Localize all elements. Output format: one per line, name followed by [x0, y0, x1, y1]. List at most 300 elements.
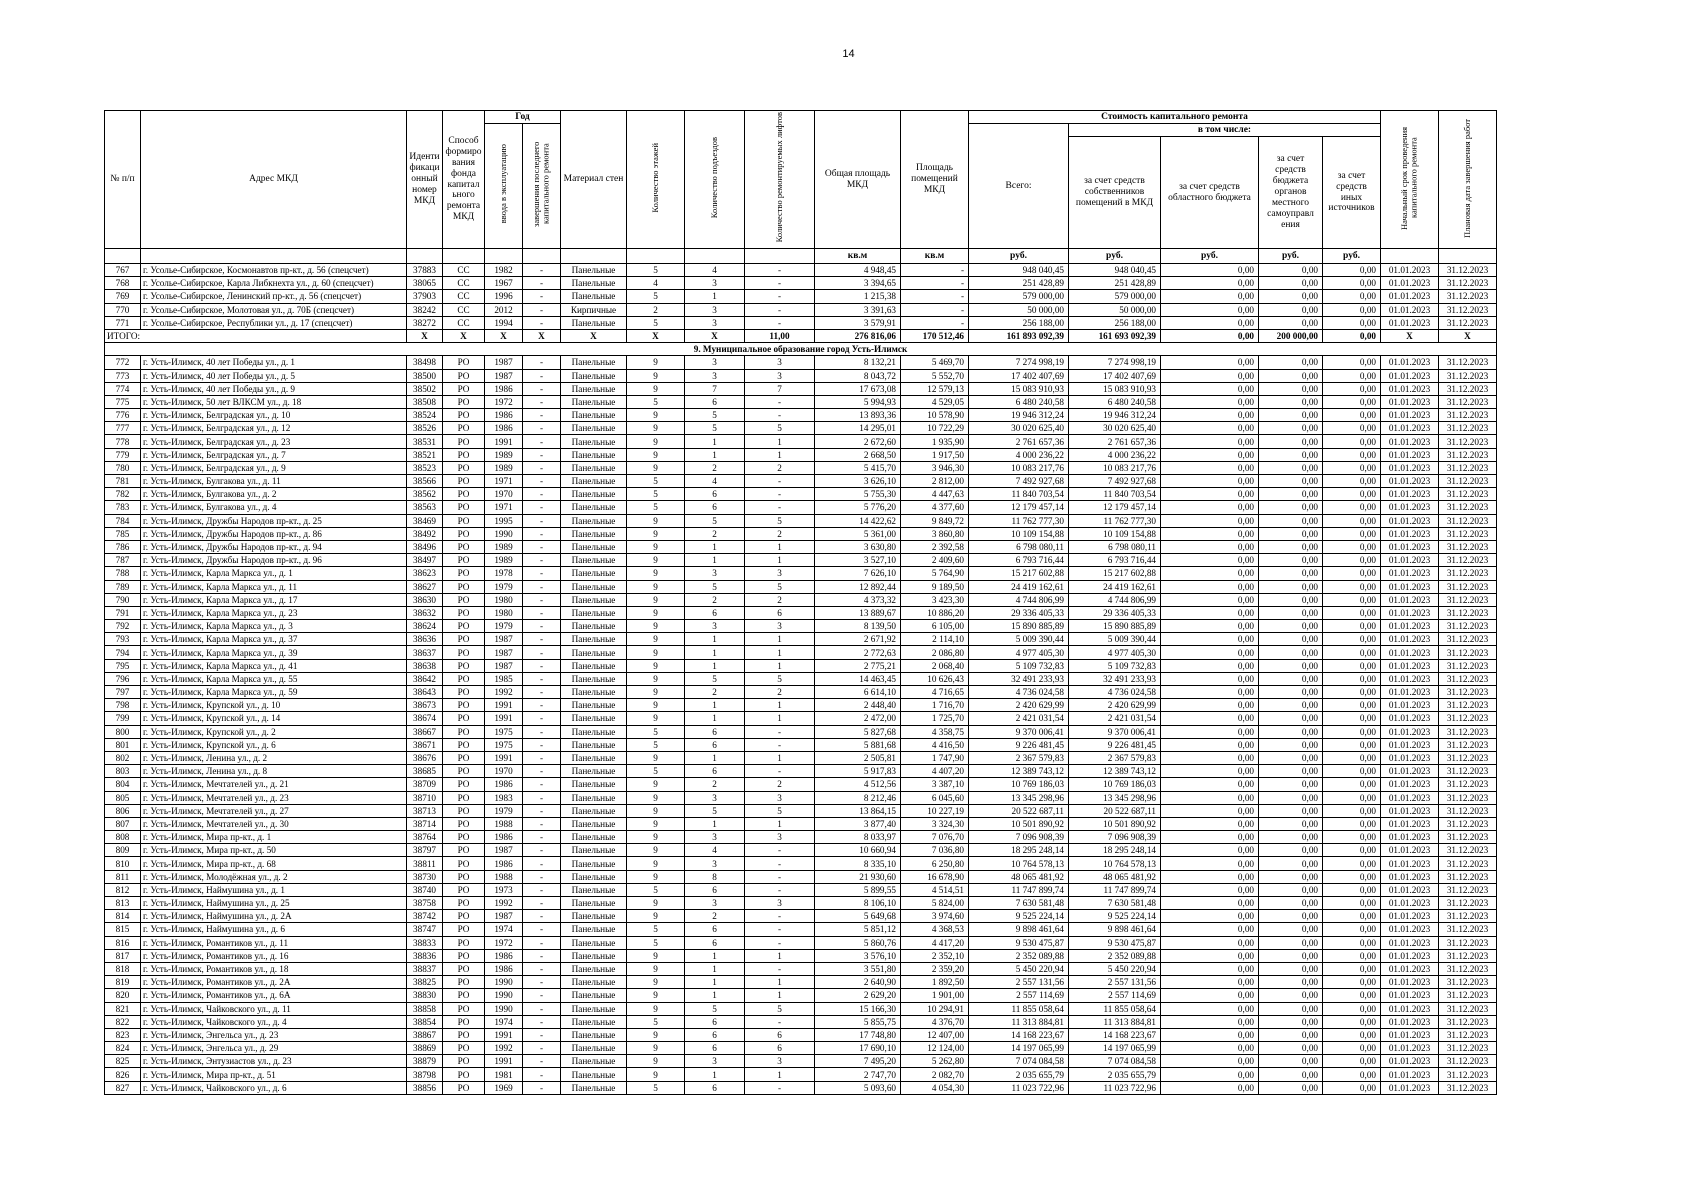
table-cell: 0,00: [1259, 817, 1323, 830]
table-cell: 0,00: [1259, 725, 1323, 738]
table-cell: 1991: [485, 699, 523, 712]
table-cell: 38709: [407, 778, 443, 791]
table-cell: 780: [105, 461, 141, 474]
table-cell: 0,00: [1259, 475, 1323, 488]
table-row: [105, 1068, 1497, 1081]
table-cell: 1971: [485, 475, 523, 488]
table-cell: 2 409,60: [901, 554, 969, 567]
table-cell: 4 744 806,99: [969, 593, 1069, 606]
table-cell: 2 812,00: [901, 475, 969, 488]
table-cell: 01.01.2023: [1381, 554, 1439, 567]
table-cell: 38623: [407, 567, 443, 580]
table-cell: 01.01.2023: [1381, 646, 1439, 659]
table-cell: Панельные: [561, 356, 627, 369]
table-cell: 0,00: [1259, 962, 1323, 975]
total-cell: X: [685, 329, 745, 342]
table-cell: -: [523, 699, 561, 712]
table-cell: 2 775,21: [815, 659, 901, 672]
table-cell: 31.12.2023: [1439, 264, 1497, 277]
table-cell: Панельные: [561, 738, 627, 751]
table-cell: 38830: [407, 989, 443, 1002]
table-cell: 810: [105, 857, 141, 870]
table-cell: 1986: [485, 949, 523, 962]
table-cell: -: [523, 778, 561, 791]
table-cell: 2: [685, 686, 745, 699]
table-cell: 01.01.2023: [1381, 633, 1439, 646]
table-cell: Панельные: [561, 620, 627, 633]
table-cell: Панельные: [561, 804, 627, 817]
table-cell: 805: [105, 791, 141, 804]
table-cell: 8 043,72: [815, 369, 901, 382]
table-cell: 0,00: [1323, 883, 1381, 896]
table-row: [105, 356, 1497, 369]
table-cell: 31.12.2023: [1439, 488, 1497, 501]
total-cell: X: [523, 329, 561, 342]
table-cell: г. Усть-Илимск, Наймушина ул., д. 2А: [141, 910, 407, 923]
table-cell: 9: [627, 646, 685, 659]
table-cell: 50 000,00: [969, 303, 1069, 316]
table-cell: г. Усть-Илимск, Наймушина ул., д. 25: [141, 897, 407, 910]
table-cell: 2 421 031,54: [1069, 712, 1161, 725]
table-cell: 9: [627, 567, 685, 580]
table-cell: 14 168 223,67: [969, 1028, 1069, 1041]
table-cell: 38492: [407, 527, 443, 540]
table-cell: РО: [443, 1068, 485, 1081]
table-cell: 5: [745, 804, 815, 817]
header-cost-total: Всего:: [969, 124, 1069, 249]
table-cell: -: [523, 712, 561, 725]
table-cell: 1991: [485, 1055, 523, 1068]
table-cell: 01.01.2023: [1381, 949, 1439, 962]
table-cell: 6: [685, 738, 745, 751]
table-cell: 9: [627, 791, 685, 804]
table-cell: 1990: [485, 527, 523, 540]
table-cell: Панельные: [561, 290, 627, 303]
table-cell: 2 082,70: [901, 1068, 969, 1081]
total-cell: 200 000,00: [1259, 329, 1323, 342]
table-cell: РО: [443, 765, 485, 778]
table-cell: 0,00: [1161, 606, 1259, 619]
table-cell: 0,00: [1259, 382, 1323, 395]
table-cell: г. Усть-Илимск, Крупской ул., д. 2: [141, 725, 407, 738]
table-cell: 30 020 625,40: [1069, 422, 1161, 435]
table-cell: 14 295,01: [815, 422, 901, 435]
table-cell: 0,00: [1161, 672, 1259, 685]
table-cell: 2: [685, 461, 745, 474]
table-body-main: [105, 356, 1497, 1095]
table-cell: 01.01.2023: [1381, 303, 1439, 316]
table-cell: Панельные: [561, 936, 627, 949]
table-row: [105, 870, 1497, 883]
table-cell: 1990: [485, 989, 523, 1002]
table-cell: 4: [685, 844, 745, 857]
table-cell: Панельные: [561, 1068, 627, 1081]
table-cell: Панельные: [561, 475, 627, 488]
table-row: [105, 699, 1497, 712]
table-cell: -: [523, 382, 561, 395]
table-cell: 3 387,10: [901, 778, 969, 791]
table-row: [105, 409, 1497, 422]
table-cell: 11 023 722,96: [969, 1081, 1069, 1094]
table-cell: -: [523, 475, 561, 488]
table-cell: 1979: [485, 580, 523, 593]
table-cell: 1972: [485, 395, 523, 408]
table-cell: 31.12.2023: [1439, 897, 1497, 910]
table-cell: Панельные: [561, 686, 627, 699]
table-cell: РО: [443, 672, 485, 685]
table-cell: 2 557 114,69: [1069, 989, 1161, 1002]
table-cell: 5 361,00: [815, 527, 901, 540]
table-row: [105, 949, 1497, 962]
table-row: [105, 844, 1497, 857]
table-cell: 2 035 655,79: [1069, 1068, 1161, 1081]
table-row: [105, 765, 1497, 778]
table-cell: -: [523, 910, 561, 923]
total-cell: 0,00: [1323, 329, 1381, 342]
table-cell: 0,00: [1161, 949, 1259, 962]
table-cell: 5: [627, 725, 685, 738]
total-cell: ИТОГО:: [105, 329, 407, 342]
table-cell: 4 000 236,22: [969, 448, 1069, 461]
table-cell: г. Усть-Илимск, Молодёжная ул., д. 2: [141, 870, 407, 883]
total-cell: X: [561, 329, 627, 342]
table-cell: 5 009 390,44: [1069, 633, 1161, 646]
table-cell: 01.01.2023: [1381, 527, 1439, 540]
table-cell: 3 974,60: [901, 910, 969, 923]
table-cell: 818: [105, 962, 141, 975]
table-row: [105, 316, 1497, 329]
table-cell: 31.12.2023: [1439, 1068, 1497, 1081]
table-cell: 2 359,20: [901, 962, 969, 975]
table-cell: 4: [685, 475, 745, 488]
table-cell: 38879: [407, 1055, 443, 1068]
table-cell: 817: [105, 949, 141, 962]
table-cell: 1974: [485, 1015, 523, 1028]
table-cell: 0,00: [1259, 580, 1323, 593]
table-cell: Панельные: [561, 989, 627, 1002]
table-cell: 251 428,89: [969, 277, 1069, 290]
table-cell: 31.12.2023: [1439, 923, 1497, 936]
table-cell: 01.01.2023: [1381, 725, 1439, 738]
table-cell: 6: [745, 1042, 815, 1055]
table-cell: 0,00: [1323, 264, 1381, 277]
unit-cost-local: руб.: [1259, 249, 1323, 264]
table-cell: РО: [443, 738, 485, 751]
table-cell: Панельные: [561, 923, 627, 936]
table-cell: СС: [443, 277, 485, 290]
table-cell: 1: [745, 448, 815, 461]
table-cell: 0,00: [1161, 316, 1259, 329]
table-cell: 256 188,00: [1069, 316, 1161, 329]
table-cell: г. Усть-Илимск, Энтузиастов ул., д. 23: [141, 1055, 407, 1068]
table-cell: 0,00: [1323, 501, 1381, 514]
table-cell: 01.01.2023: [1381, 620, 1439, 633]
table-cell: 6: [685, 501, 745, 514]
table-cell: -: [745, 277, 815, 290]
table-cell: 31.12.2023: [1439, 765, 1497, 778]
table-cell: 1995: [485, 514, 523, 527]
table-cell: 2 505,81: [815, 751, 901, 764]
table-cell: РО: [443, 936, 485, 949]
table-cell: 1: [685, 448, 745, 461]
total-cell: X: [485, 329, 523, 342]
table-cell: 0,00: [1259, 976, 1323, 989]
table-cell: 3: [685, 897, 745, 910]
table-cell: г. Усолье-Сибирское, Молотовая ул., д. 70Б (спецсчет): [141, 303, 407, 316]
table-cell: 38272: [407, 316, 443, 329]
table-cell: 2 761 657,36: [1069, 435, 1161, 448]
table-cell: Панельные: [561, 712, 627, 725]
table-cell: 11 855 058,64: [969, 1002, 1069, 1015]
table-cell: 01.01.2023: [1381, 962, 1439, 975]
table-cell: 5: [627, 936, 685, 949]
table-cell: 01.01.2023: [1381, 699, 1439, 712]
table-row: [105, 686, 1497, 699]
table-cell: СС: [443, 316, 485, 329]
table-cell: 0,00: [1323, 923, 1381, 936]
table-cell: 7: [685, 382, 745, 395]
table-cell: 18 295 248,14: [969, 844, 1069, 857]
table-cell: 38627: [407, 580, 443, 593]
table-cell: 0,00: [1259, 620, 1323, 633]
table-cell: 1987: [485, 910, 523, 923]
table-cell: 01.01.2023: [1381, 765, 1439, 778]
table-cell: 0,00: [1259, 488, 1323, 501]
table-cell: 9: [627, 422, 685, 435]
table-cell: 31.12.2023: [1439, 422, 1497, 435]
table-cell: 4 736 024,58: [1069, 686, 1161, 699]
table-cell: РО: [443, 751, 485, 764]
table-cell: РО: [443, 448, 485, 461]
table-cell: 01.01.2023: [1381, 1028, 1439, 1041]
table-cell: Панельные: [561, 844, 627, 857]
table-cell: 01.01.2023: [1381, 461, 1439, 474]
table-cell: 784: [105, 514, 141, 527]
table-cell: 31.12.2023: [1439, 620, 1497, 633]
header-end-date: Плановая дата завершения работ: [1439, 111, 1497, 249]
table-cell: 4 529,05: [901, 395, 969, 408]
header-year-last-repair: завершения последнего капитального ремонта: [523, 124, 561, 249]
table-cell: 786: [105, 540, 141, 553]
table-cell: 0,00: [1323, 1015, 1381, 1028]
table-cell: 9 370 006,41: [1069, 725, 1161, 738]
table-cell: 1987: [485, 646, 523, 659]
table-cell: 31.12.2023: [1439, 725, 1497, 738]
table-cell: 01.01.2023: [1381, 448, 1439, 461]
table-cell: 5: [685, 672, 745, 685]
table-row: [105, 580, 1497, 593]
table-cell: 0,00: [1323, 554, 1381, 567]
table-cell: 5: [685, 580, 745, 593]
table-cell: 1987: [485, 659, 523, 672]
table-cell: 789: [105, 580, 141, 593]
table-cell: 38867: [407, 1028, 443, 1041]
table-cell: 2 671,92: [815, 633, 901, 646]
table-cell: 01.01.2023: [1381, 804, 1439, 817]
table-cell: 0,00: [1323, 738, 1381, 751]
table-cell: 01.01.2023: [1381, 501, 1439, 514]
table-cell: 38869: [407, 1042, 443, 1055]
table-cell: 0,00: [1161, 870, 1259, 883]
table-cell: 0,00: [1161, 751, 1259, 764]
table-cell: 0,00: [1161, 593, 1259, 606]
table-cell: РО: [443, 633, 485, 646]
table-cell: 1975: [485, 725, 523, 738]
section-row: [105, 343, 1497, 356]
table-cell: 1: [685, 976, 745, 989]
table-cell: 10 294,91: [901, 1002, 969, 1015]
table-cell: 0,00: [1259, 804, 1323, 817]
table-cell: 15 083 910,93: [1069, 382, 1161, 395]
table-cell: Панельные: [561, 501, 627, 514]
table-cell: 779: [105, 448, 141, 461]
table-cell: -: [745, 765, 815, 778]
table-cell: 10 227,19: [901, 804, 969, 817]
table-cell: 0,00: [1161, 1055, 1259, 1068]
table-cell: 2 557 131,56: [969, 976, 1069, 989]
table-cell: 1: [685, 659, 745, 672]
table-cell: Панельные: [561, 567, 627, 580]
table-cell: Панельные: [561, 791, 627, 804]
table-cell: 12 179 457,14: [969, 501, 1069, 514]
table-cell: 1: [745, 989, 815, 1002]
table-cell: 0,00: [1259, 751, 1323, 764]
table-cell: РО: [443, 527, 485, 540]
table-row: [105, 264, 1497, 277]
total-cell: 276 816,06: [815, 329, 901, 342]
table-cell: 12 179 457,14: [1069, 501, 1161, 514]
table-cell: 0,00: [1323, 751, 1381, 764]
table-cell: 6 798 080,11: [1069, 540, 1161, 553]
table-cell: 31.12.2023: [1439, 409, 1497, 422]
table-cell: 2: [685, 593, 745, 606]
table-cell: 14 197 065,99: [969, 1042, 1069, 1055]
table-cell: 38502: [407, 382, 443, 395]
table-cell: 0,00: [1323, 1068, 1381, 1081]
table-cell: 1986: [485, 831, 523, 844]
table-cell: г. Усть-Илимск, Чайковского ул., д. 6: [141, 1081, 407, 1094]
table-cell: 948 040,45: [969, 264, 1069, 277]
table-cell: 3 579,91: [815, 316, 901, 329]
header-cost-local: за счет средств бюджета органов местного самоуправл ения: [1259, 137, 1323, 249]
table-cell: 5: [745, 580, 815, 593]
table-cell: 3: [685, 620, 745, 633]
table-cell: 0,00: [1259, 1028, 1323, 1041]
table-cell: 01.01.2023: [1381, 264, 1439, 277]
table-cell: 15 217 602,88: [1069, 567, 1161, 580]
table-cell: 5: [627, 475, 685, 488]
table-cell: 0,00: [1259, 356, 1323, 369]
table-cell: 0,00: [1161, 435, 1259, 448]
table-cell: 579 000,00: [969, 290, 1069, 303]
total-cell: X: [1381, 329, 1439, 342]
table-cell: 781: [105, 475, 141, 488]
table-cell: 0,00: [1161, 804, 1259, 817]
table-cell: 30 020 625,40: [969, 422, 1069, 435]
table-cell: г. Усть-Илимск, Ленина ул., д. 2: [141, 751, 407, 764]
table-cell: 9: [627, 1055, 685, 1068]
table-cell: -: [901, 290, 969, 303]
table-cell: 3 324,30: [901, 817, 969, 830]
table-cell: 31.12.2023: [1439, 738, 1497, 751]
table-cell: г. Усть-Илимск, Булгакова ул., д. 4: [141, 501, 407, 514]
table-cell: 3: [745, 369, 815, 382]
table-cell: Панельные: [561, 883, 627, 896]
table-cell: -: [523, 646, 561, 659]
table-cell: РО: [443, 1042, 485, 1055]
table-cell: 4 416,50: [901, 738, 969, 751]
table-cell: 31.12.2023: [1439, 540, 1497, 553]
table-cell: 9: [627, 593, 685, 606]
table-cell: 6: [685, 725, 745, 738]
table-cell: 9: [627, 1068, 685, 1081]
table-cell: 14 168 223,67: [1069, 1028, 1161, 1041]
table-cell: 5 450 220,94: [1069, 962, 1161, 975]
table-cell: г. Усть-Илимск, Белградская ул., д. 10: [141, 409, 407, 422]
table-cell: 5: [745, 672, 815, 685]
table-cell: 38242: [407, 303, 443, 316]
table-cell: 1: [685, 646, 745, 659]
table-cell: 6: [685, 923, 745, 936]
table-row: [105, 923, 1497, 936]
table-cell: -: [523, 976, 561, 989]
table-cell: 38825: [407, 976, 443, 989]
table-cell: -: [523, 369, 561, 382]
header-year-commission: ввода в эксплуатацию: [485, 124, 523, 249]
table-cell: -: [523, 962, 561, 975]
table-cell: 01.01.2023: [1381, 870, 1439, 883]
table-cell: 6: [685, 765, 745, 778]
table-cell: 1: [685, 435, 745, 448]
table-cell: 1: [745, 712, 815, 725]
table-cell: 1980: [485, 606, 523, 619]
table-cell: 0,00: [1259, 857, 1323, 870]
table-cell: 2 772,63: [815, 646, 901, 659]
table-cell: 2: [745, 778, 815, 791]
table-cell: 948 040,45: [1069, 264, 1161, 277]
table-cell: 38710: [407, 791, 443, 804]
table-cell: 01.01.2023: [1381, 475, 1439, 488]
table-cell: 0,00: [1161, 791, 1259, 804]
table-cell: 0,00: [1259, 369, 1323, 382]
table-cell: РО: [443, 962, 485, 975]
table-cell: 1: [745, 1068, 815, 1081]
table-cell: 0,00: [1259, 844, 1323, 857]
table-cell: 2 421 031,54: [969, 712, 1069, 725]
table-cell: 0,00: [1259, 831, 1323, 844]
table-cell: 15 890 885,89: [969, 620, 1069, 633]
table-cell: 4 373,32: [815, 593, 901, 606]
table-cell: 01.01.2023: [1381, 382, 1439, 395]
table-cell: 01.01.2023: [1381, 791, 1439, 804]
table-cell: -: [745, 844, 815, 857]
table-cell: 0,00: [1161, 897, 1259, 910]
table-cell: г. Усть-Илимск, Карла Маркса ул., д. 41: [141, 659, 407, 672]
table-cell: 1991: [485, 1028, 523, 1041]
table-cell: 10 764 578,13: [1069, 857, 1161, 870]
table-cell: 7 274 998,19: [1069, 356, 1161, 369]
table-cell: 38497: [407, 554, 443, 567]
table-cell: -: [745, 883, 815, 896]
table-cell: 01.01.2023: [1381, 672, 1439, 685]
table-cell: 812: [105, 883, 141, 896]
table-row: [105, 804, 1497, 817]
table-cell: -: [523, 1042, 561, 1055]
table-cell: -: [745, 303, 815, 316]
table-cell: г. Усть-Илимск, Мира пр-кт., д. 51: [141, 1068, 407, 1081]
table-cell: 4 744 806,99: [1069, 593, 1161, 606]
table-cell: 3: [745, 567, 815, 580]
